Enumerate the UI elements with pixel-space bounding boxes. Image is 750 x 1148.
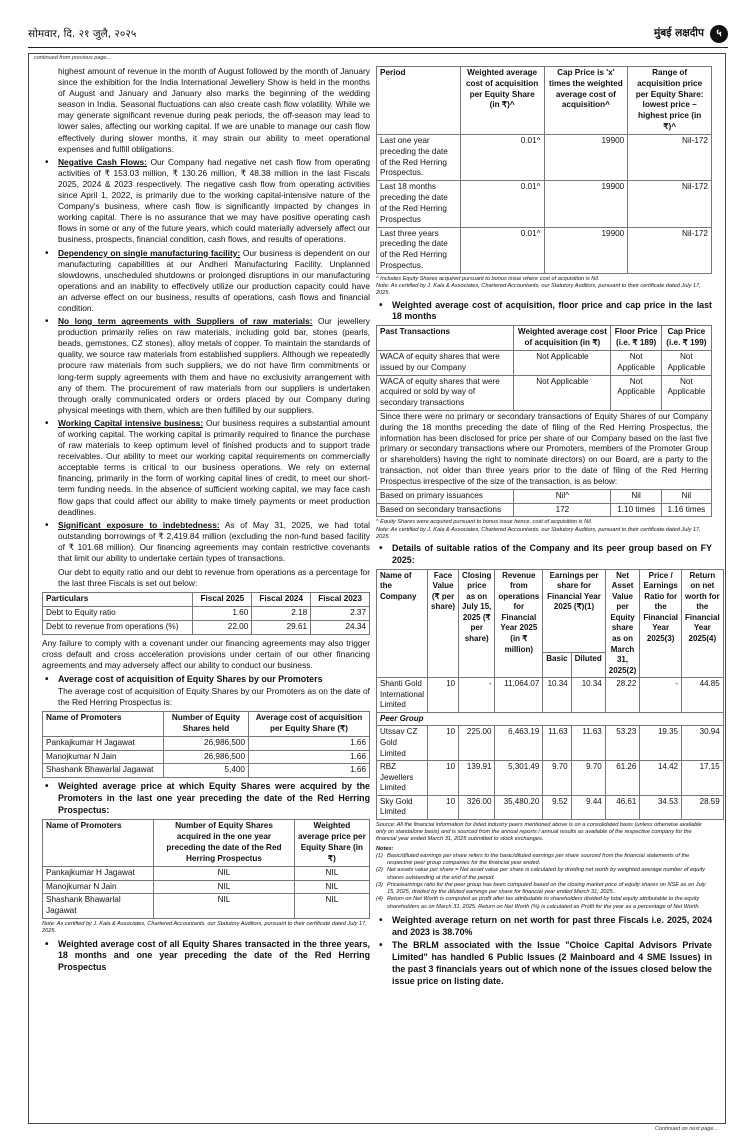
continued-on-label: Continued on next page... <box>655 1126 718 1132</box>
weighted-avg-heading: • Weighted average cost of all Equity Shares transacted in the three years, 18 months and one year preceding the date of the Red Herring Prospectus <box>42 939 370 974</box>
table-row: Pankajkumar H Jagawat NIL NIL <box>43 866 370 880</box>
table-row: WACA of equity shares that were issued by our Company Not Applicable Not Applicable Not Applicable <box>377 350 712 375</box>
wap-note: Note: As certified by J. Kala & Associates, Chartered Accountants, our Statutory Auditors, pursuant to their certificate dated July 17, 2025. <box>42 921 367 935</box>
table-row: Based on primary issuances Nil^ Nil Nil <box>377 489 712 503</box>
page-number: ५ <box>710 25 728 43</box>
table-row: Shanti Gold International Limited 10 - 11,064.07 10.34 10.34 28.22 - 44.85 <box>377 678 724 713</box>
table-row: Based on secondary transactions 172 1.10 times 1.16 times <box>377 503 712 517</box>
avg-cost-heading: • Average cost of acquisition of Equity Shares by our Promoters <box>42 674 370 686</box>
table-row: Shashank Bhawarlal Jagawat 5,400 1.66 <box>43 764 370 778</box>
table-row: Peer Group <box>377 712 724 726</box>
table-row: Debt to revenue from operations (%) 22.00 29.61 24.34 <box>43 620 370 634</box>
intro-paragraph: highest amount of revenue in the month of August followed by the month of January since the exhibition for the India International Jewellery Show is held in the months of August and January and January also marks the beginning of the wedding season in India. Seasonal fluctuations can also create cash flow volatility. While we may generate significant revenue during peak periods, the off-season may lead to lower sales, affecting our working capital. If we are unable to manage our cash flow effectively during slower months, it may strain our ability to meet operational expenses and fulfill obligations. <box>58 66 370 154</box>
list-item: (3) Price/earnings ratio for the peer group has been computed based on the closing market price of equity shares on NSE as on July 15, 2025, divided by the diluted earnings per share for financial year ended March 31, 2025. <box>376 881 706 896</box>
covenant-paragraph: Any failure to comply with a covenant under our financing agreements may also trigger cross default and cross acceleration provisions under certain of our other financing agreements and may adversely affect our ability to conduct our business. <box>42 637 370 670</box>
ronw-statement: • Weighted average return on net worth for past three Fiscals i.e. 2025, 2024 and 2023 is 38.70% <box>376 915 712 939</box>
peer-group-table: Name of the Company Face Value (₹ per share) Closing price as on July 15, 2025 (₹ per share) Revenue from operations for Financial Year 2025 (in ₹ million) Earnings per share for Financial Year 2025 (₹)(1) Net Asset Value per Equity share as on March 31, 2025(2) Price / Earnings Ratio for the Financial Year 2025(3) Return on net worth for the Financial Year 2025(4) Basic Diluted Shanti Gold International Limited 10 - 11,064.07 10.34 10.34 28.22 - 44.85 Peer Group Utssav CZ Gold Limited 10 225.00 6,463.19 11.63 11.63 53.23 19.35 30.94 RBZ Jewellers Limited 10 139.91 5,301.49 9.70 9.70 61.26 14.42 17.15 Sky Gold Limited 10 326.00 35,480.20 9.52 9.44 46.61 34.53 28.59 <box>376 569 724 820</box>
table-row: Manojkumar N Jain 26,986,500 1.66 <box>43 750 370 764</box>
table-row: Since there were no primary or secondary transactions of Equity Shares of our Company during the 18 months preceding the date of filing of the Red Herring Prospectus, the information has been disclosed for price per share of our Company based on the last five primary or secondary transactions where our Promoters, members of the Promoter Group or shareholders) having the right to nominate directors) on our Board, are a party to the transaction, not older than three years prior to the date of filing of the Red Herring Prospectus irrespective of the size of the transaction, is as below: <box>377 411 712 490</box>
period-note-2: Note: As certified by J. Kala & Associates, Chartered Accountants, our Statutory Auditors, pursuant to their certificate dated July 17, 2025. <box>376 283 701 297</box>
wap-heading: • Weighted average price at which Equity Shares were acquired by the Promoters in the last one year preceding the date of the Red Herring Prospectus: <box>42 781 370 816</box>
period-note-1: ^ Includes Equity Shares acquired pursuant to bonus issue where cost of acquisition is Nil. <box>376 275 600 282</box>
past-transactions-table: Past Transactions Weighted average cost of acquisition (in ₹) Floor Price (i.e. ₹ 189) Cap Price (i.e. ₹ 199) WACA of equity shares that were issued by our Company Not Applicable Not Applicable Not Applicable WACA of equity shares that were acquired or sold by way of secondary transactions Not Applicable Not Applicable Not Applicable Since there were no primary or secondary transactions of Equity Shares of our Company during the 18 months preceding the date of filing of the Red Herring Prospectus, the information has been disclosed for price per share of our Company based on the last five primary or secondary transactions where our Promoters, members of the Promoter Group or shareholders) having the right to nominate directors) on our Board, are a party to the transaction, not older than three years prior to the date of filing of the Red Herring Prospectus irrespective of the size of the transaction, is as below: Based on primary issuances Nil^ Nil Nil Based on secondary transactions 172 1.10 times 1.16 times <box>376 325 712 517</box>
table-row: Shashank Bhawarlal Jagawat NIL NIL <box>43 894 370 919</box>
promoter-cost-table: Name of Promoters Number of Equity Shares held Average cost of acquisition per Equity Share (₹) Pankajkumar H Jagawat 26,986,500 1.66 Manojkumar N Jain 26,986,500 1.66 Shashank Bhawarlal Jagawat 5,400 1.66 <box>42 711 370 778</box>
list-item: (2) Net assets value per share = Net asset value per share is calculated by dividing net worth by weighted average number of equity shares outstanding at the end of the period. <box>376 867 705 881</box>
suppliers-item: • No long term agreements with Suppliers of raw materials: Our jewellery production primarily relies on raw materials, including gold bar, stones (pearls, beads, gemstones, CZ stones), alloy metals of copper. To maintain the standards of quality, we source raw materials from established suppliers. Although we repeatedly procure raw materials from such suppliers, we do not have firm commitments or long-term supply agreements with them and have no exclusivity arrangement with any of them. The procurement of raw materials from our suppliers is undertaken through orally communicated orders or orders placed by our Company during physical meetings with them, which are then fulfilled by our suppliers. <box>42 316 370 416</box>
promoter-wap-table: Name of Promoters Number of Equity Shares acquired in the one year preceding the date of the Red Herring Prospectus Weighted average price per Equity Share (in ₹) Pankajkumar H Jagawat NIL NIL Manojkumar N Jain NIL NIL Shashank Bhawarlal Jagawat NIL NIL <box>42 819 370 919</box>
last-18-months-heading: • Weighted average cost of acquisition, floor price and cap price in the last 18 months <box>376 300 712 324</box>
source-note: Source: All the financial information for listed industry peers mentioned above is on a consolidated basis (unless otherwise available only on standalone basis) and is sourced from the annual reports / annual results as available of the respective company for the financial year ended March 31, 2025 submitted to stock exchanges. <box>376 821 702 843</box>
table-row: Last one year preceding the date of the Red Herring Prospectus. 0.01^ 19900 Nil-172 <box>377 134 712 180</box>
notes-list <box>376 853 712 911</box>
table-row: Utssav CZ Gold Limited 10 225.00 6,463.19 11.63 11.63 53.23 19.35 30.94 <box>377 726 724 761</box>
past-note-2: Note: As certified by J. Kala & Associates, Chartered Accountants, our Statutory Auditors, pursuant to their certificate dated July 17, 2025. <box>376 526 701 540</box>
working-capital-item: • Working Capital intensive business: Our business requires a substantial amount of working capital. The working capital is primarily required to finance the purchase of raw materials to keep optimum level of finished products and to support trade receivables. Our ability to meet our working capital requirements on commercially acceptable terms is critical to our business operations. We rely on external financing, primarily in the form of working capital lines of credit, to meet our short-term funding needs. In the absence of sufficient working capital, we may face cash flow gaps that could affect our ability to make timely payments or meet production deadlines. <box>42 418 370 518</box>
continued-from-label: continued from previous page... <box>34 55 112 61</box>
table-row: Last three years preceding the date of the Red Herring Prospectus. 0.01^ 19900 Nil-172 <box>377 227 712 273</box>
left-column <box>42 66 370 974</box>
table-row: RBZ Jewellers Limited 10 139.91 5,301.49 9.70 9.70 61.26 14.42 17.15 <box>377 761 724 796</box>
table-row: Pankajkumar H Jagawat 26,986,500 1.66 <box>43 736 370 750</box>
indebtedness-item: • Significant exposure to indebtedness: As of May 31, 2025, we had total outstanding borrowings of ₹ 2,419.84 million (excluding the non-fund based facility of ₹ 101.68 million). Our financing agreements may contain restrictive covenants that limit our ability to undertake certain types of transactions. <box>42 520 370 564</box>
table-row: Debt to Equity ratio 1.60 2.18 2.37 <box>43 607 370 621</box>
list-item: (4) Return on Net Worth is computed as profit after tax attributable to shareholders divided by total equity attributable to the equity shareholders as on March 31, 2025. Return on Net Worth (%) is calculated as Profit for the year as a percentage of Net Worth. <box>376 896 701 910</box>
single-facility-item: • Dependency on single manufacturing facility: Our business is dependent on our manufacturing capabilities at our Andheri Manufacturing Facility. Unplanned slowdowns, unscheduled shutdowns or prolonged disruptions in our manufacturing operations and an inability to effectively utilize our production capacity could have an adverse effect on our business, results of operations, cash flows and financial condition. <box>42 248 370 315</box>
negative-cash-flows-item: • Negative Cash Flows: Our Company had negative net cash flow from operating activities of ₹ 153.03 million, ₹ 130.26 million, ₹ 48.38 million in the last Fiscals 2025, 2024 & 2023 respectively. The negative cash flow from operating activities since April 1, 2022, is primarily due to the working capital-intensive nature of the Company's business, where cash flow is significantly impacted by changes in working capital. There is no assurance that we may have positive operating cash flows in some or any of the future years, which could materially adversely affect our business, prospects, financial condition, cash flows, and results of operations. <box>42 157 370 246</box>
table-row: Manojkumar N Jain NIL NIL <box>43 880 370 894</box>
period-table: Period Weighted average cost of acquisition per Equity Share (in ₹)^ Cap Price is 'x' times the weighted average cost of acquisition^ Range of acquisition price per Equity Share: lowest price – highest price (in ₹)^ Last one year preceding the date of the Red Herring Prospectus. 0.01^ 19900 Nil-172 Last 18 months preceding the date of the Red Herring Prospectus 0.01^ 19900 Nil-172 Last three years preceding the date of the Red Herring Prospectus. 0.01^ 19900 Nil-172 <box>376 66 712 274</box>
notes-title: Notes: <box>376 845 394 852</box>
page-header <box>28 24 728 48</box>
past-note-1: ^ Equity Shares were acquired pursuant to bonus issue hence, cost of acquisition is Nil. <box>376 519 593 526</box>
newspaper-name: मुंबई लक्षदीप <box>654 27 704 39</box>
avg-cost-intro: The average cost of acquisition of Equity Shares by our Promoters as on the date of the Red Herring Prospectus is: <box>58 685 370 707</box>
header-date: सोमवार, दि. २१ जुलै, २०२५ <box>28 28 137 40</box>
list-item: (1) Basic/diluted earnings per share refers to the basic/diluted earnings per share sourced from the financial statements of the respective peer group companies for the financial year ended. <box>376 852 690 867</box>
table-row: Last 18 months preceding the date of the Red Herring Prospectus 0.01^ 19900 Nil-172 <box>377 181 712 227</box>
debt-ratio-intro: Our debt to equity ratio and our debt to revenue from operations as a percentage for the last three Fiscals is set out below: <box>58 567 370 589</box>
table-row: WACA of equity shares that were acquired or sold by way of secondary transactions Not Applicable Not Applicable Not Applicable <box>377 375 712 410</box>
right-column <box>376 66 720 987</box>
peer-ratios-heading: • Details of suitable ratios of the Company and its peer group based on FY 2025: <box>376 543 712 567</box>
table-row: Sky Gold Limited 10 326.00 35,480.20 9.52 9.44 46.61 34.53 28.59 <box>377 795 724 819</box>
brlm-statement: • The BRLM associated with the Issue "Choice Capital Advisors Private Limited" has handled 6 Public Issues (2 Mainboard and 4 SME Issues) in the past 3 financials years out of which none of the issues closed below the issue price on listing date. <box>376 940 712 987</box>
debt-ratio-table: Particulars Fiscal 2025 Fiscal 2024 Fiscal 2023 Debt to Equity ratio 1.60 2.18 2.37 Debt to revenue from operations (%) 22.00 29.61 24.34 <box>42 592 370 634</box>
